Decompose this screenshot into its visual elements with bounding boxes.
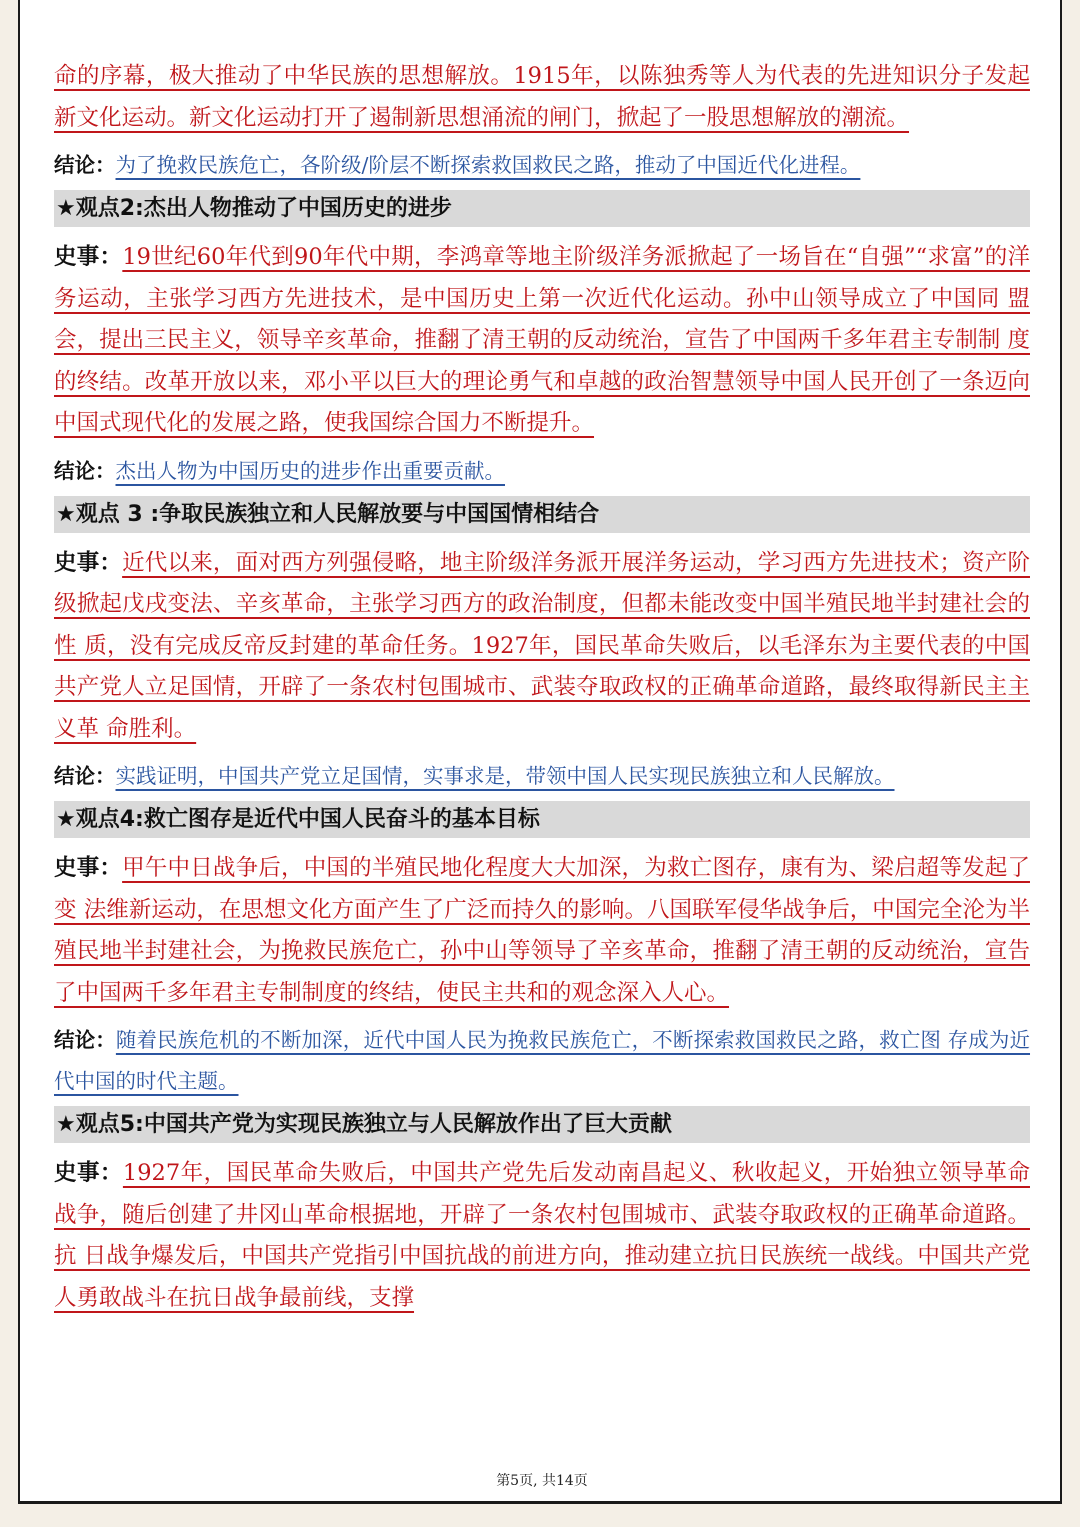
fact-text: 1927年，国民革命失败后，中国共产党先后发动南昌起义、秋收起义，开始独立领导革命战争，随后创建了井冈山革命根据地，开辟了一条农村包围城市、武装夺取政权的正确革命道路。抗 日战争爆发后，中国共产党指引中国抗战的前进方向，推动建立抗日民族统一战线。中国共产党人勇敢战斗在抗日战争最前线，支撑 bbox=[54, 1160, 1030, 1311]
fact-paragraph-5 bbox=[54, 1153, 1030, 1319]
page-content bbox=[54, 56, 1030, 1319]
fact-text: 近代以来，面对西方列强侵略，地主阶级洋务派开展洋务运动，学习西方先进技术；资产阶级掀起戊戌变法、辛亥革命，主张学习西方的政治制度，但都未能改变中国半殖民地半封建社会的性 质，没有完成反帝反封建的革命任务。1927年，国民革命失败后，以毛泽东为主要代表的中国共产党人立足国情，开辟了一条农村包围城市、武装夺取政权的正确革命道路，最终取得新民主主义革 命胜利。 bbox=[54, 549, 1030, 742]
conclusion-text: 杰出人物为中国历史的进步作出重要贡献。 bbox=[115, 458, 505, 483]
conclusion-label: 结论： bbox=[54, 1028, 116, 1052]
section-heading-5: ★观点5:中国共产党为实现民族独立与人民解放作出了巨大贡献 bbox=[54, 1106, 1030, 1143]
document-page bbox=[18, 0, 1062, 1504]
page-number: 第5页, 共14页 bbox=[496, 1473, 588, 1489]
intro-paragraph bbox=[54, 56, 1030, 139]
conclusion-text: 为了挽救民族危亡，各阶级/阶层不断探索救国救民之路，推动了中国近代化进程。 bbox=[115, 153, 861, 177]
conclusion-2 bbox=[54, 451, 1030, 492]
fact-label: 史事： bbox=[54, 855, 123, 881]
fact-paragraph-2 bbox=[54, 237, 1030, 445]
fact-label: 史事： bbox=[54, 244, 123, 270]
section-heading-2: ★观点2:杰出人物推动了中国历史的进步 bbox=[54, 190, 1030, 227]
fact-text: 甲午中日战争后，中国的半殖民地化程度大大加深，为救亡图存，康有为、梁启超等发起了变 法维新运动，在思想文化方面产生了广泛而持久的影响。八国联军侵华战争后，中国完全沦为半 殖民地半封建社会，为挽救民族危亡，孙中山等领导了辛亥革命，推翻了清王朝的反动统治，宣告了中国两千多年君主专制制度的终结，使民主共和的观念深入人心。 bbox=[54, 855, 1030, 1006]
conclusion-4 bbox=[54, 1020, 1030, 1102]
fact-text: 19世纪60年代到90年代中期，李鸿章等地主阶级洋务派掀起了一场旨在“自强”“求富”的洋务运动，主张学习西方先进技术，是中国历史上第一次近代化运动。孙中山领导成立了中国同 盟会，提出三民主义，领导辛亥革命，推翻了清王朝的反动统治，宣告了中国两千多年君主专制制 度的终结。改革开放以来，邓小平以巨大的理论勇气和卓越的政治智慧领导中国人民开创了一条迈向中国式现代化的发展之路，使我国综合国力不断提升。 bbox=[54, 244, 1030, 436]
fact-paragraph-4 bbox=[54, 848, 1030, 1014]
conclusion-text: 实践证明，中国共产党立足国情，实事求是，带领中国人民实现民族独立和人民解放。 bbox=[115, 764, 895, 788]
section-heading-3: ★观点 3 :争取民族独立和人民解放要与中国国情相结合 bbox=[54, 496, 1030, 533]
conclusion-label: 结论： bbox=[54, 153, 116, 177]
conclusion-label: 结论： bbox=[54, 458, 116, 483]
conclusion-text: 随着民族危机的不断加深，近代中国人民为挽救民族危亡，不断探索救国救民之路，救亡图 存成为近代中国的时代主题。 bbox=[54, 1028, 1031, 1093]
intro-conclusion bbox=[54, 145, 1030, 186]
conclusion-label: 结论： bbox=[54, 764, 116, 788]
fact-label: 史事： bbox=[54, 549, 123, 576]
conclusion-3 bbox=[54, 756, 1030, 797]
section-heading-4: ★观点4:救亡图存是近代中国人民奋斗的基本目标 bbox=[54, 801, 1030, 838]
fact-label: 史事： bbox=[54, 1160, 123, 1186]
fact-paragraph-3 bbox=[54, 543, 1030, 751]
intro-text: 命的序幕，极大推动了中华民族的思想解放。1915年，以陈独秀等人为代表的先进知识分子发起新文化运动。新文化运动打开了遏制新思想涌流的闸门，掀起了一股思想解放的潮流。 bbox=[54, 63, 1030, 131]
